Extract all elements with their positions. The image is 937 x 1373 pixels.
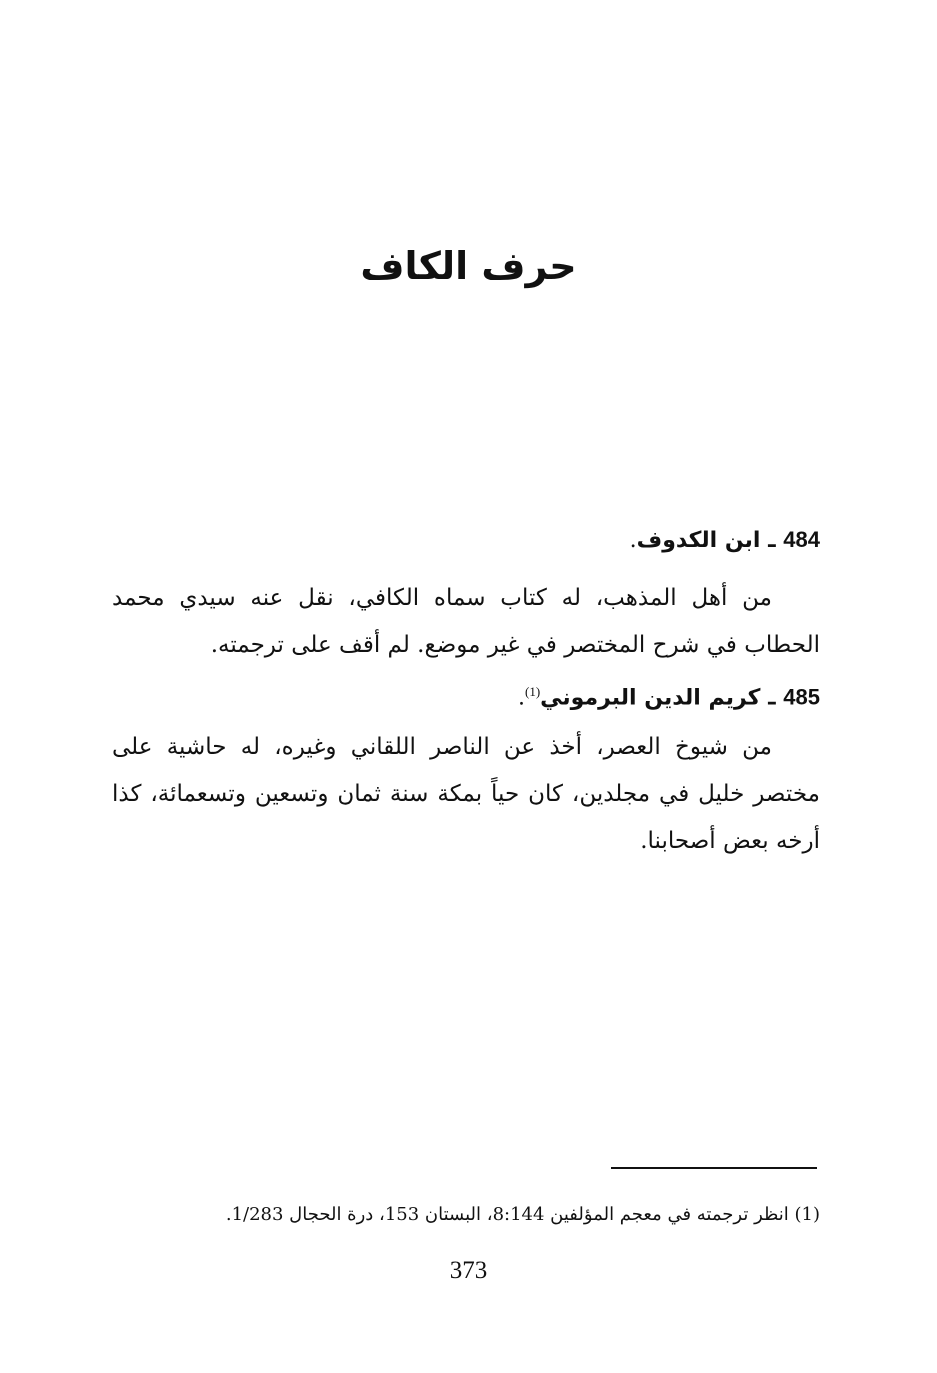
entry-separator: ـ [760,685,784,711]
chapter-title: حرف الكاف [360,244,577,288]
entry-name: كريم الدين البرموني [540,685,761,711]
entry-end: . [629,528,637,553]
entry-number: 484 [783,527,820,552]
footnote-divider [611,1167,817,1169]
entry-end: . [517,685,525,711]
entry-heading-485 [112,668,820,721]
entry-separator: ـ [760,528,784,553]
entry-name: ابن الكدوف [636,528,761,553]
footnote-marker: (1) [524,684,541,699]
page-number: 373 [449,1257,488,1284]
entry-body-484: من أهل المذهب، له كتاب سماه الكافي، نقل عنه سيدي محمد الحطاب في شرح المختصر في غير موضع. لم أقف على ترجمته. [112,585,820,658]
footnote: (1) انظر ترجمته في معجم المؤلفين 8:144، البستان 153، درة الحجال 1/283. [225,1204,820,1225]
entry-heading-484 [112,516,820,564]
entry-number: 485 [783,684,820,710]
entry-body-485: من شيوخ العصر، أخذ عن الناصر اللقاني وغيره، له حاشية على مختصر خليل في مجلدين، كان حياً بمكة سنة ثمان وتسعين وتسعمائة، كذا أرخه بعض أصحابنا. [112,734,820,854]
